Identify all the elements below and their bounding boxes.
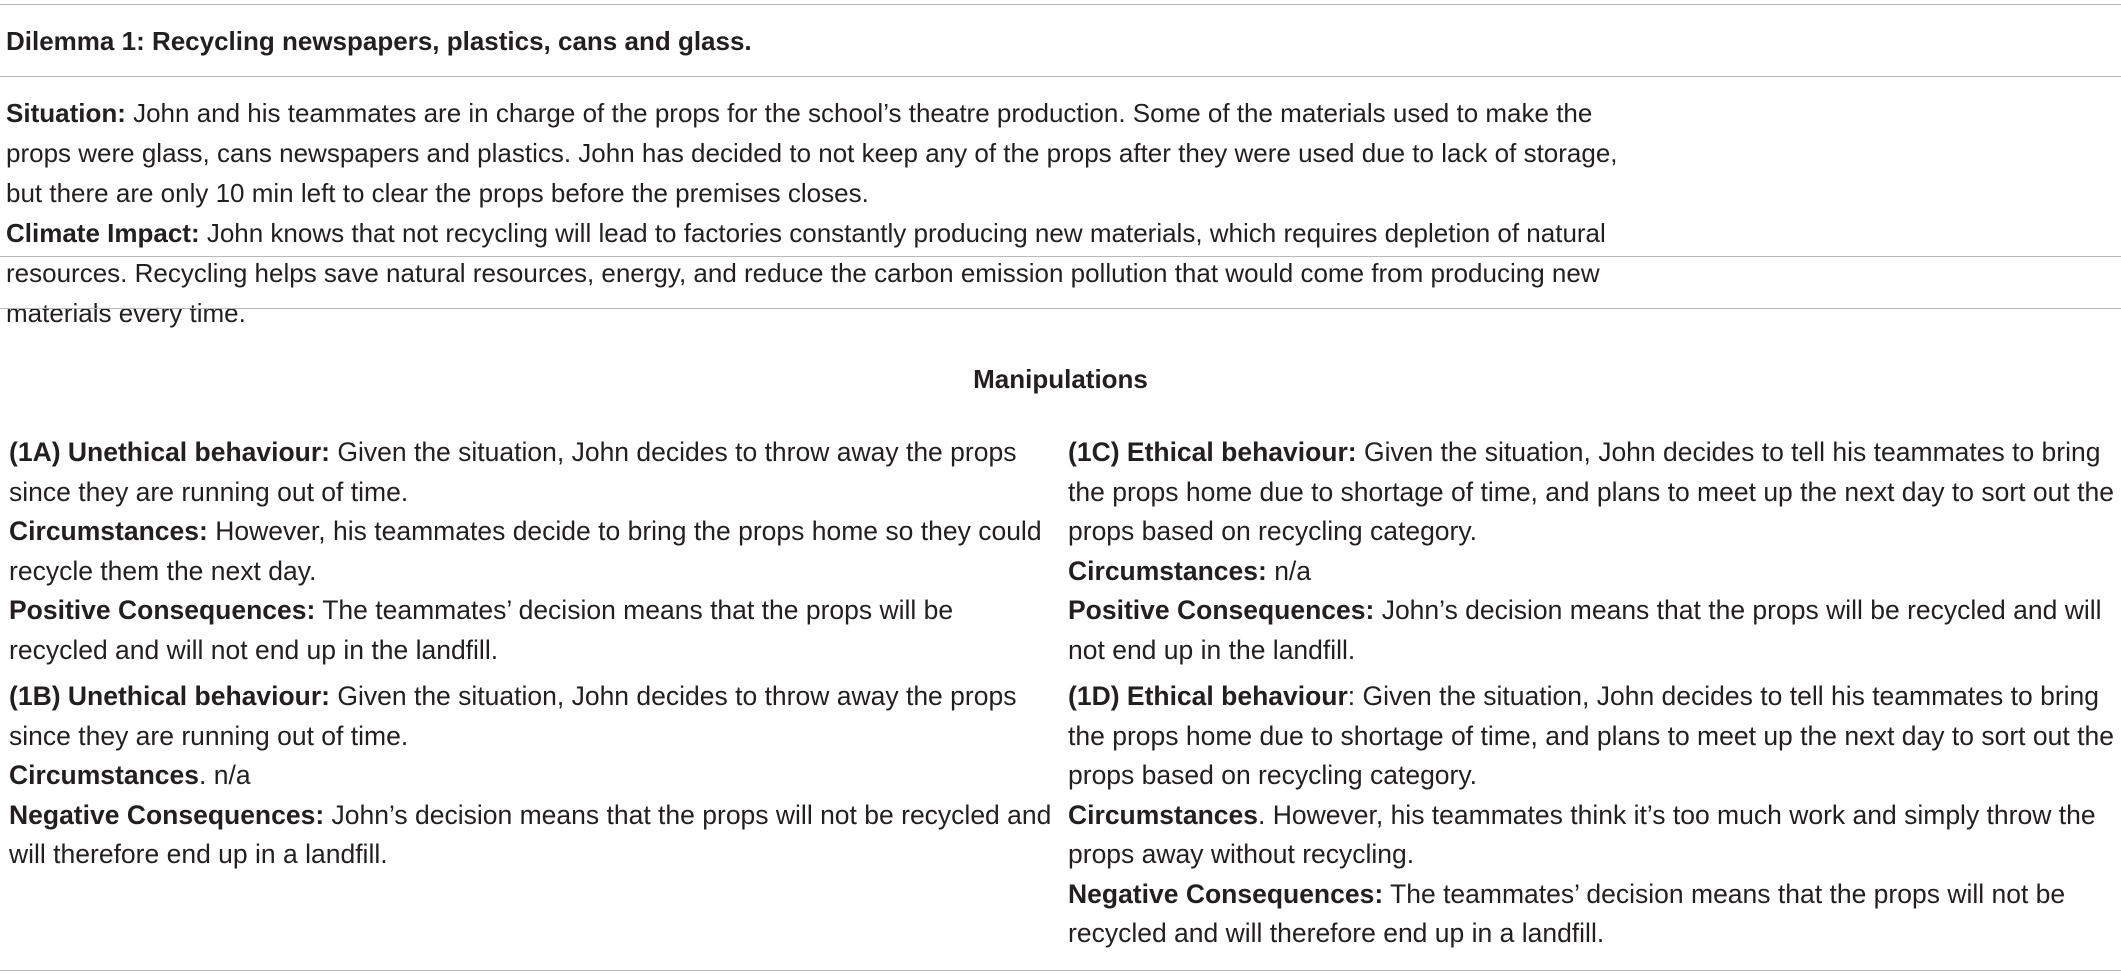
situation-section — [6, 93, 1626, 333]
consequences-line — [9, 591, 1059, 670]
consequences-text: John’s decision means that the props will be recycled and will not end up in the landfill. — [1068, 595, 2102, 665]
circumstances-text: n/a — [1266, 555, 1312, 586]
manipulations-title: Manipulations — [973, 364, 1148, 394]
circumstances-text: . However, his teammates think it’s too much work and simply throw the props away without recycling. — [1068, 799, 2096, 869]
behaviour-label: (1B) Unethical behaviour: — [9, 681, 330, 711]
behaviour-text: Given the situation, John decides to throw away the props since they are running out of time. — [9, 681, 1017, 751]
climate-impact-text: John knows that not recycling will lead to factories constantly producing new materials, which requires depletion of natural resources. Recycling helps save natural resources, energy, and reduce the carbon emission pollution that would come from producing new materials every time. — [6, 218, 1606, 328]
behaviour-label: (1C) Ethical behaviour: — [1068, 437, 1357, 467]
circumstances-label: Circumstances: — [9, 516, 208, 546]
consequences-line — [9, 796, 1059, 875]
circumstances-line — [1068, 552, 2118, 592]
manipulation-1b — [9, 677, 1059, 875]
behaviour-text: Given the situation, John decides to tell his teammates to bring the props home due to shortage of time, and plans to meet up the next day to sort out the props based on recycling category. — [1068, 437, 2114, 546]
behaviour-text: : Given the situation, John decides to tell his teammates to bring the props home due to shortage of time, and plans to meet up the next day to sort out the props based on recycling category. — [1068, 681, 2114, 790]
behaviour-line — [9, 433, 1059, 512]
consequences-text: John’s decision means that the props will not be recycled and will therefore end up in a landfill. — [9, 799, 1052, 869]
behaviour-text: Given the situation, John decides to throw away the props since they are running out of time. — [9, 437, 1017, 507]
situation-paragraph — [6, 93, 1626, 213]
climate-impact-paragraph — [6, 213, 1626, 333]
consequences-label: Negative Consequences: — [1068, 878, 1384, 909]
dilemma-heading: Dilemma 1: Recycling newspapers, plastics, cans and glass. — [6, 26, 752, 56]
consequences-label: Negative Consequences: — [9, 799, 325, 830]
circumstances-text: . n/a — [199, 760, 251, 790]
circumstances-label: Circumstances — [1068, 799, 1259, 830]
heading-rule — [0, 76, 2121, 77]
behaviour-line — [9, 677, 1059, 756]
behaviour-label: (1D) Ethical behaviour — [1068, 681, 1348, 711]
top-rule — [0, 4, 2121, 5]
circumstances-line — [1068, 796, 2118, 875]
left-column — [9, 433, 1059, 875]
behaviour-label: (1A) Unethical behaviour: — [9, 437, 330, 467]
manipulation-1c — [1068, 433, 2118, 670]
circumstances-line — [9, 756, 1059, 796]
consequences-line — [1068, 591, 2118, 670]
consequences-label: Positive Consequences: — [9, 595, 316, 625]
circumstances-line — [9, 512, 1059, 591]
circumstances-label: Circumstances — [9, 760, 200, 790]
situation-rule — [0, 256, 2121, 257]
circumstances-text: However, his teammates decide to bring the props home so they could recycle them the next day. — [9, 516, 1042, 586]
climate-impact-label: Climate Impact: — [6, 218, 200, 248]
behaviour-line — [1068, 433, 2118, 552]
bottom-rule — [0, 970, 2121, 971]
right-column — [1068, 433, 2118, 954]
consequences-label: Positive Consequences: — [1068, 595, 1375, 625]
behaviour-line — [1068, 677, 2118, 796]
situation-text: John and his teammates are in charge of the props for the school’s theatre production. Some of the materials used to make the props were glass, cans newspapers and plastics. John has decided to not keep any of the props after they were used due to lack of storage, but there are only 10 min left to clear the props before the premises closes. — [6, 98, 1618, 208]
consequences-line — [1068, 875, 2118, 954]
consequences-text: The teammates’ decision means that the props will not be recycled and will therefore end up in a landfill. — [1068, 878, 2066, 948]
circumstances-label: Circumstances: — [1068, 555, 1267, 586]
manipulation-1a — [9, 433, 1059, 670]
manipulation-1d — [1068, 677, 2118, 954]
situation-label: Situation: — [6, 98, 126, 128]
manipulations-rule — [0, 308, 2121, 309]
consequences-text: The teammates’ decision means that the props will be recycled and will not end up in the landfill. — [9, 595, 954, 665]
